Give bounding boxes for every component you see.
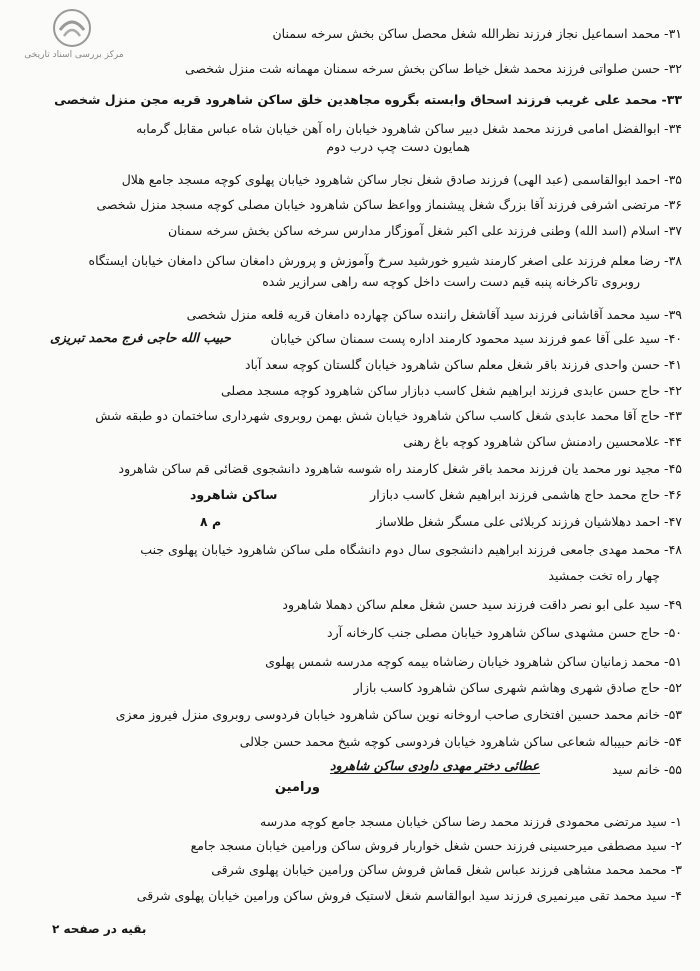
entry-line: ۳۳- محمد علی غریب فرزند اسحاق وابسته بگروه مجاهدین خلق ساکن شاهرود قریه مجن منزل شخصی [54,92,682,107]
entry-line: ۴۴- علامحسین رادمنش ساکن شاهرود کوچه باغ رهنی [403,434,682,449]
entry-line: ۴۳- حاج آقا محمد عابدی شغل کاسب ساکن شاهرود خیابان شش بهمن روبروی شهرداری ساختمان دو طبقه شش [95,408,682,423]
logo-caption: مرکز بررسی اسناد تاریخی [24,50,124,60]
entry-line: ۵۳- خانم محمد حسین افتخاری صاحب اروخانه نوین ساکن شاهرود خیابان فردوسی روبروی منزل فیروز معزی [115,707,682,722]
entry-line: ۴۶- حاج محمد حاج هاشمی فرزند ابراهیم شغل کاسب دبازار [370,487,682,502]
entry-line: ۵۵- خانم سید [611,762,682,777]
entry-line-continuation: چهار راه تخت جمشید [548,568,660,583]
entry-line: ۴۸- محمد مهدی جامعی فرزند ابراهیم دانشجوی سال دوم دانشگاه ملی ساکن شاهرود خیابان پهلوی جنب [140,542,682,557]
entry-line: ۳- محمد محمد مشاهی فرزند عباس شغل قماش فروش ساکن ورامین خیابان پهلوی شرقی [211,862,682,877]
entry-line: ۳۴- ابوالفضل امامی فرزند محمد شغل دبیر ساکن شاهرود خیابان راه آهن خیابان شاه عباس مقابل گرمابه [136,121,682,136]
entry-line: ۴- سید محمد تقی میرنمیری فرزند سید ابوالقاسم شغل لاستیک فروش ساکن ورامین خیابان پهلوی شرقی [136,888,682,903]
entry-line: ۴۵- مجید نور محمد یان فرزند محمد باقر شغل کارمند راه شوسه شاهرود دانشجوی قضائی قم ساکن شاهرود [118,461,682,476]
entry-line: ۳۹- سید محمد آقاشانی فرزند سید آقاشغل راننده ساکن چهارده دامغان قریه قلعه منزل شخصی [186,307,682,322]
entry-line-continuation: روبروی تاکرخانه پنبه قیم دست راست داخل کوچه سه راهی سرازیر شده [262,274,640,289]
continued-on-page-note: بقیه در صفحه ۲ [52,922,147,936]
entry-line: ۳۲- حسن صلواتی فرزند محمد شغل خیاط ساکن بخش سرخه سمنان مهمانه شت منزل شخصی [184,61,682,76]
entry-line: ۴۹- سید علی ابو نصر داقت فرزند سید حسن شغل معلم ساکن دهملا شاهرود [282,597,682,612]
entry-line: ۳۶- مرتضی اشرفی فرزند آقا بزرگ شغل پیشنماز وواعظ ساکن شاهرود خیابان مصلی کوچه مسجد منزل شخصی [96,197,682,212]
handwritten-annotation: عطائی دختر مهدی داودی ساکن شاهرود [330,758,540,773]
entry-line: ۵۱- محمد زمانیان ساکن شاهرود خیابان رضاشاه بیمه کوچه مدرسه شمس پهلوی [265,654,682,669]
entry-line: ۳۵- احمد ابوالقاسمی (عبد الهی) فرزند صادق شغل نجار ساکن شاهرود خیابان پهلوی کوچه مسجد جامع هلال [121,172,682,187]
entry-line: ۴۷- احمد دهلاشیان فرزند کربلائی علی مسگر شغل طلاساز [376,514,682,529]
entry-marks: م ۸ [200,514,222,529]
section-heading-varamin: ورامین [274,780,320,795]
entry-line-continuation: همایون دست چپ درب دوم [326,139,470,154]
entry-line: ۴۲- حاج حسن عابدی فرزند ابراهیم شغل کاسب دبازار ساکن شاهرود کوچه مسجد مصلی [220,383,682,398]
entry-line: ۱- سید مرتضی محمودی فرزند محمد رضا ساکن خیابان مسجد جامع کوچه مدرسه [260,814,682,829]
entry-line: ۵۰- حاج حسن مشهدی ساکن شاهرود خیابان مصلی جنب کارخانه آرد [327,625,682,640]
handwritten-annotation: حبیب الله حاجی فرج محمد تبریزی [50,330,231,345]
entry-line-tail: ساکن شاهرود [190,487,278,502]
entry-line: ۵۴- خانم حبیباله شعاعی ساکن شاهرود خیابان فردوسی کوچه شیخ محمد حسن جلالی [239,734,682,749]
entry-line: ۳۸- رضا معلم فرزند علی اصغر کارمند شیرو خورشید سرخ وآموزش و پرورش دامغان ساکن دامغان خیابان ایستگاه [88,253,682,268]
entry-line: ۲- سید مصطفی میرحسینی فرزند حسن شغل خواربار فروش ساکن ورامین خیابان مسجد جامع [190,838,682,853]
entry-line: ۳۷- اسلام (اسد الله) وطنی فرزند علی اکبر شغل آموزگار مدارس سرخه ساکن بخش سرخه سمنان [167,223,682,238]
entry-line: ۴۱- حسن واحدی فرزند باقر شغل معلم ساکن شاهرود خیابان گلستان کوچه سعد آباد [245,357,682,372]
entry-line: ۳۱- محمد اسماعیل نجاز فرزند نظرالله شغل محصل ساکن بخش سرخه سمنان [272,26,682,41]
entry-line: ۴۰- سید علی آقا عمو فرزند سید محمود کارمند اداره پست سمنان ساکن خیابان [270,331,682,346]
entry-line: ۵۲- حاج صادق شهری وهاشم شهری ساکن شاهرود کاسب بازار [353,680,682,695]
